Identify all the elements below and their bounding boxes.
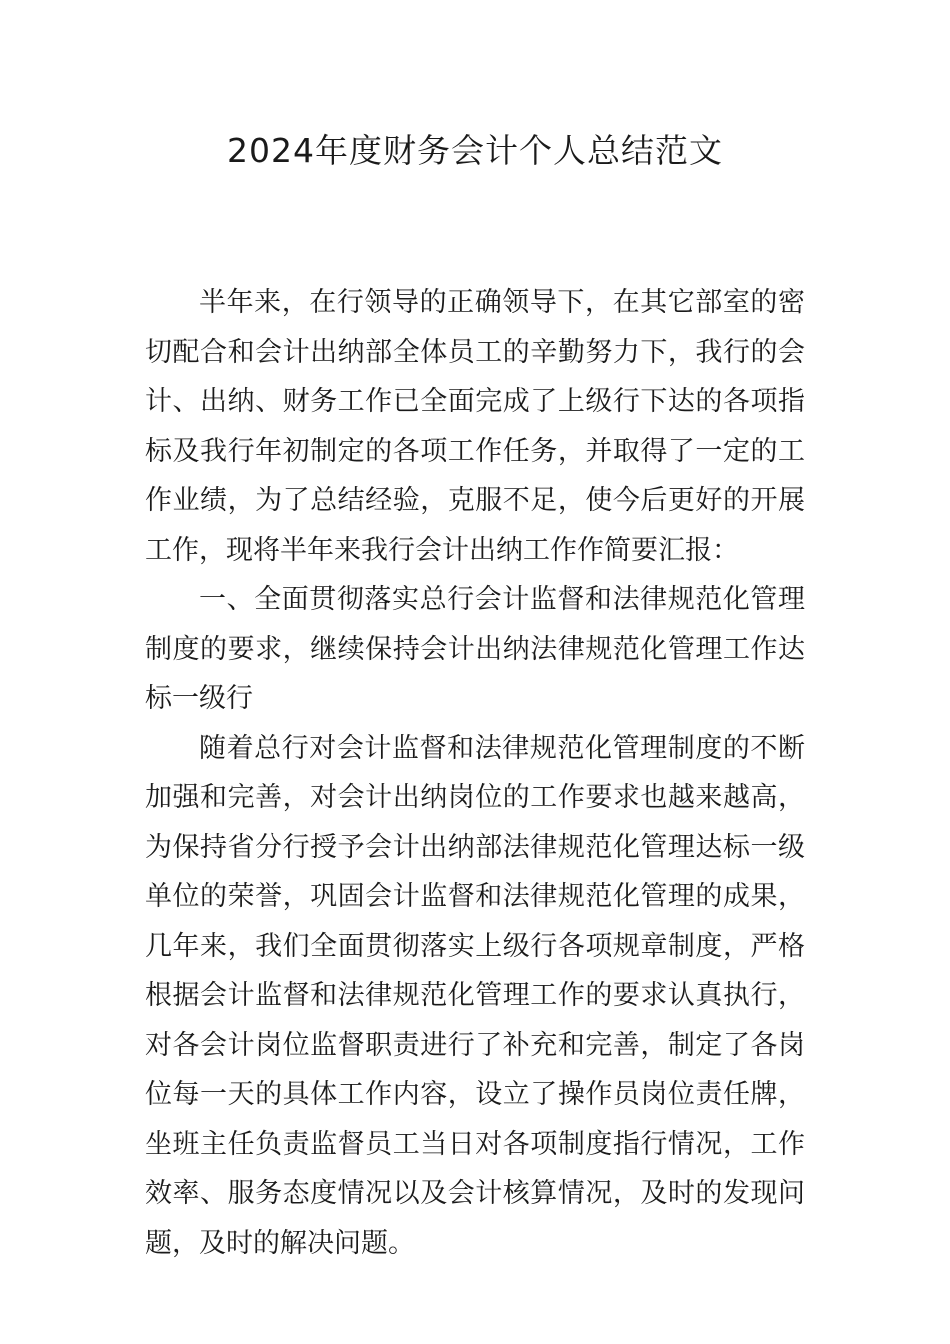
document-title: 2024年度财务会计个人总结范文 [227, 131, 723, 170]
paragraph-section-body: 随着总行对会计监督和法律规范化管理制度的不断加强和完善，对会计出纳岗位的工作要求也越来越高，为保持省分行授予会计出纳部法律规范化管理达标一级单位的荣誉，巩固会计监督和法律规范化管理的成果，几年来，我们全面贯彻落实上级行各项规章制度，严格根据会计监督和法律规范化管理工作的要求认真执行，对各会计岗位监督职责进行了补充和完善，制定了各岗位每一天的具体工作内容，设立了操作员岗位责任牌，坐班主任负责监督员工当日对各项制度指行情况，工作效率、服务态度情况以及会计核算情况，及时的发现问题，及时的解决问题。 [145, 732, 805, 1259]
paragraph-intro: 半年来，在行领导的正确领导下，在其它部室的密切配合和会计出纳部全体员工的辛勤努力下，我行的会计、出纳、财务工作已全面完成了上级行下达的各项指标及我行年初制定的各项工作任务，并取得了一定的工作业绩，为了总结经验，克服不足，使今后更好的开展工作，现将半年来我行会计出纳工作作简要汇报： [145, 287, 805, 566]
document-body [145, 278, 805, 1268]
paragraph-section-heading: 一、全面贯彻落实总行会计监督和法律规范化管理制度的要求，继续保持会计出纳法律规范化管理工作达标一级行 [145, 584, 805, 714]
